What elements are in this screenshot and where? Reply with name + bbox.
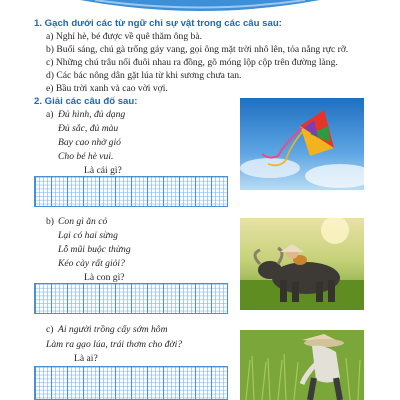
riddle-b-line-4: Kéo cày rất giỏi? [58,258,125,269]
riddle-c-line-2: Làm ra gạo lúa, trái thơm cho đời? [46,339,183,350]
exercise-1-item-e: e) Bầu trời xanh và cao vời vợi. [46,83,168,94]
answer-grid-b[interactable] [34,283,228,314]
top-banner [0,0,400,18]
riddle-a-line-3: Bay cao nhờ gió [58,137,121,148]
exercise-1-item-c: c) Những chú trâu nối đuôi nhau ra đồng, gõ móng lộp cộp trên đường làng. [46,57,338,68]
riddle-b-line-2: Lại có hai sừng [58,230,118,241]
riddle-c-line-1: Ai người trồng cấy sớm hôm [58,324,168,335]
riddle-b-line-1: Con gì ăn cỏ [58,216,108,227]
kite-icon [240,98,364,190]
riddle-c-label: c) [46,324,54,335]
riddle-a-line-4: Cho bé hè vui. [58,151,114,162]
exercise-1-item-b: b) Buổi sáng, chú gà trống gáy vang, gọi ông mặt trời nhô lên, tỏa nắng rực rỡ. [46,44,349,55]
answer-grid-c[interactable] [34,366,228,400]
riddle-b-line-3: Lỗ mũi buộc thừng [58,244,131,255]
riddle-b-question: Là con gì? [84,272,125,283]
riddle-a-question: Là cái gì? [84,165,122,176]
exercise-1-title: 1. Gạch dưới các từ ngữ chỉ sự vật trong các câu sau: [34,18,282,29]
exercise-2-title: 2. Giải các câu đố sau: [34,96,138,107]
farmer-icon [240,330,364,400]
riddle-a-label: a) [46,109,54,120]
riddle-a-line-2: Đủ sắc, đủ màu [58,123,119,134]
buffalo-icon [240,218,364,310]
exercise-1-item-d: d) Các bác nông dân gặt lúa từ khi sương chưa tan. [46,70,242,81]
riddle-c-question: Là ai? [74,353,98,364]
riddle-a-line-1: Đủ hình, đủ dạng [58,109,126,120]
exercise-1-item-a: a) Nghỉ hè, bé được về quê thăm ông bà. [46,31,202,42]
answer-grid-a[interactable] [34,176,228,207]
riddle-b-label: b) [46,216,54,227]
